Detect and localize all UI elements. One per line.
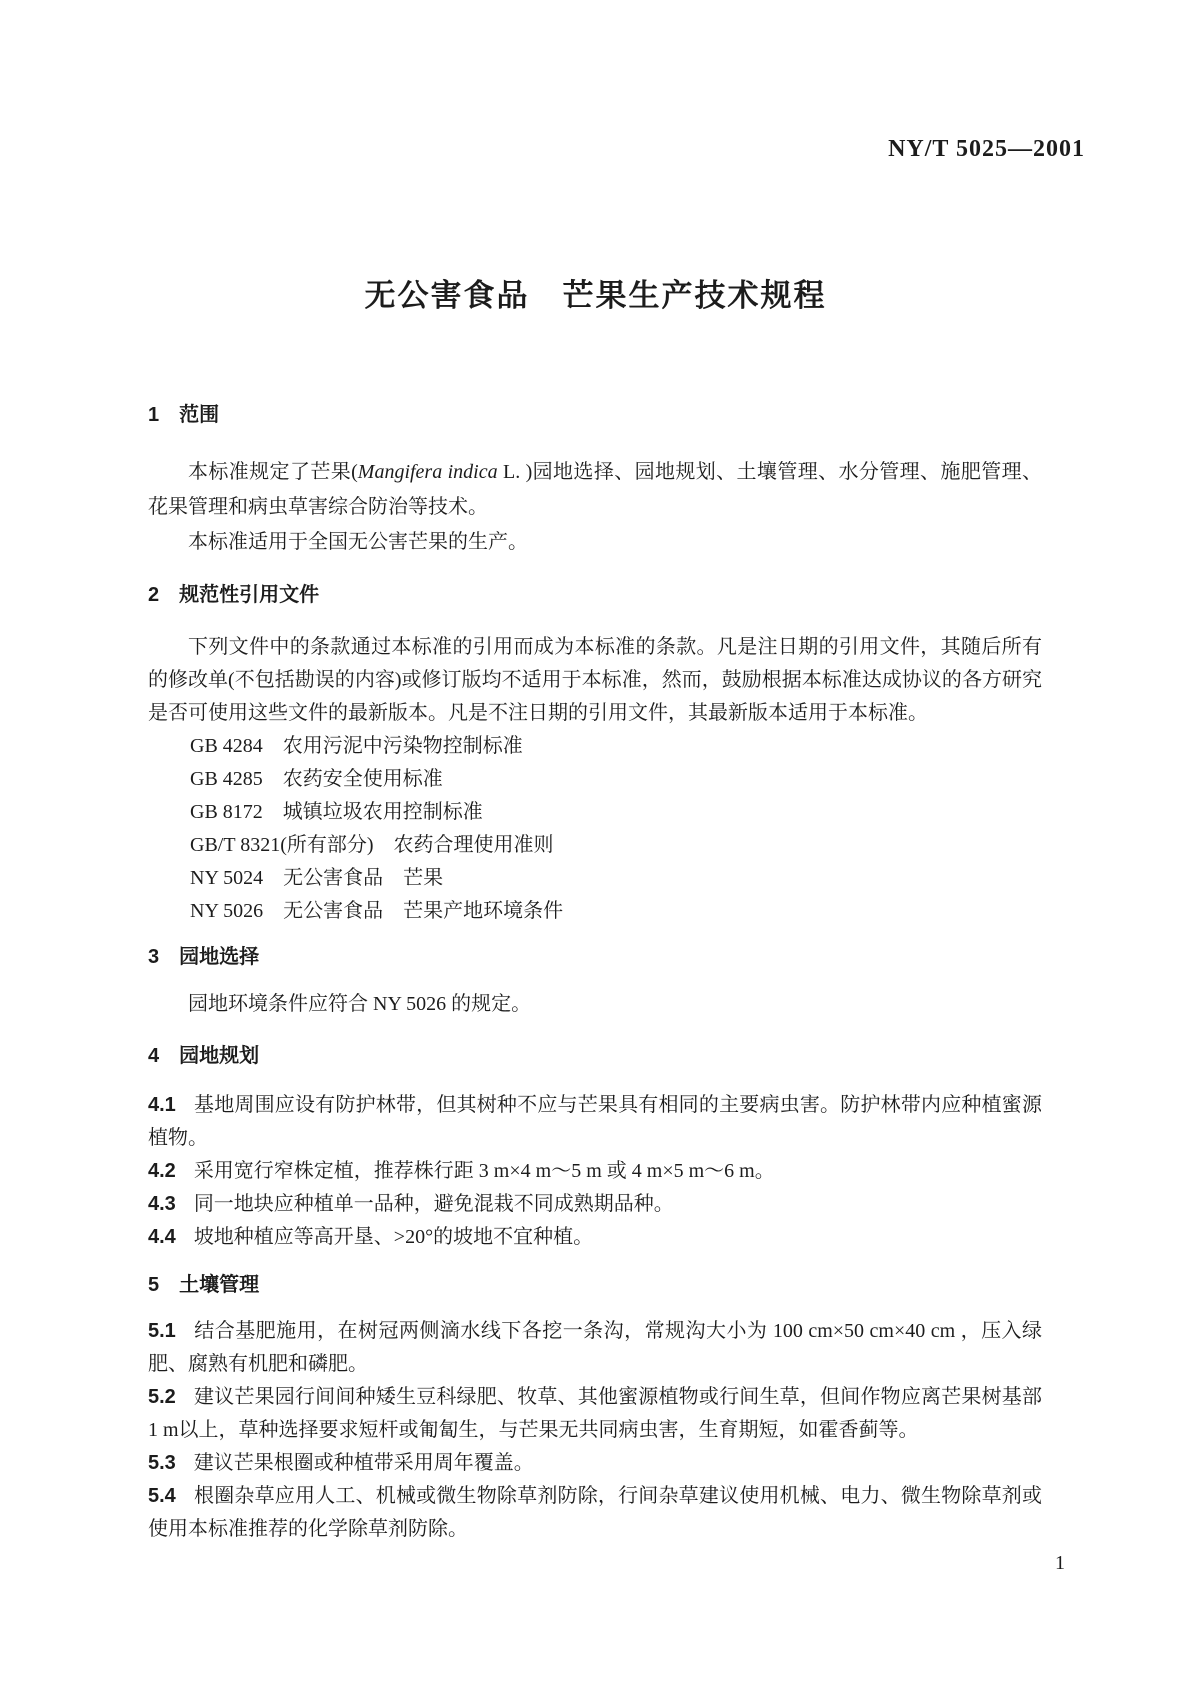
scope-text-suffix: L. )园地选择、园地规划、土壤管理、水分管理、施肥管理、花果管理和病虫草害综合防治等技术。: [148, 461, 1042, 518]
reference-item: GB 4284 农用污泥中污染物控制标准: [190, 735, 523, 757]
clause-5-1: [148, 1315, 1042, 1381]
species-latin-name: Mangifera indica: [357, 461, 498, 483]
clause-4-4: [148, 1221, 1042, 1254]
section-title: 园地选择: [179, 946, 260, 968]
standard-number: NY/T 5025—2001: [888, 136, 1085, 162]
references-list: [148, 730, 1042, 928]
reference-item: GB/T 8321(所有部分) 农药合理使用准则: [190, 834, 554, 856]
clause-text: 建议芒果园行间间种矮生豆科绿肥、牧草、其他蜜源植物或行间生草，但间作物应离芒果树基部 1 m以上，草种选择要求短杆或匍匐生，与芒果无共同病虫害，生育期短，如霍香蓟等。: [148, 1386, 1042, 1441]
reference-item: NY 5024 无公害食品 芒果: [190, 867, 444, 889]
section-title: 园地规划: [179, 1045, 260, 1067]
page-number: 1: [1055, 1552, 1065, 1574]
section-title: 规范性引用文件: [179, 584, 320, 606]
clause-number: 4.1: [148, 1094, 176, 1116]
section-title: 范围: [179, 404, 220, 426]
section-heading-site-selection: [148, 940, 1042, 975]
clause-number: 4.3: [148, 1193, 176, 1215]
clause-number: 4.4: [148, 1226, 176, 1248]
scope-text-prefix: 本标准规定了芒果(: [188, 461, 358, 483]
clause-number: 5.2: [148, 1386, 176, 1408]
paragraph-applicability: 本标准适用于全国无公害芒果的生产。: [188, 531, 528, 553]
clause-text: 采用宽行窄株定植，推荐株行距 3 m×4 m～5 m 或 4 m×5 m～6 m。: [193, 1160, 775, 1182]
clause-5-2: [148, 1381, 1042, 1447]
paragraph-site-selection: 园地环境条件应符合 NY 5026 的规定。: [188, 993, 532, 1015]
clause-number: 5.3: [148, 1452, 176, 1474]
document-title: 无公害食品 芒果生产技术规程: [364, 278, 827, 313]
clause-4-1: [148, 1089, 1042, 1155]
clause-text: 坡地种植应等高开垦、>20°的坡地不宜种植。: [193, 1226, 594, 1248]
section-number: 2: [148, 584, 160, 606]
clause-number: 5.4: [148, 1485, 176, 1507]
section-heading-scope: [148, 398, 1042, 433]
section-number: 4: [148, 1045, 160, 1067]
clause-4-3: [148, 1188, 1042, 1221]
clause-text: 根圈杂草应用人工、机械或微生物除草剂防除，行间杂草建议使用机械、电力、微生物除草剂或使用本标准推荐的化学除草剂防除。: [148, 1485, 1042, 1540]
section-heading-normative-references: [148, 578, 1042, 613]
section-number: 5: [148, 1274, 160, 1296]
clause-5-4: [148, 1480, 1042, 1546]
paragraph-references-intro: 下列文件中的条款通过本标准的引用而成为本标准的条款。凡是注日期的引用文件，其随后所有的修改单(不包括勘误的内容)或修订版均不适用于本标准，然而，鼓励根据本标准达成协议的各方研究是否可使用这些文件的最新版本。凡是不注日期的引用文件，其最新版本适用于本标准。: [148, 636, 1042, 724]
clause-text: 基地周围应设有防护林带，但其树种不应与芒果具有相同的主要病虫害。防护林带内应种植蜜源植物。: [148, 1094, 1042, 1149]
clause-number: 5.1: [148, 1320, 176, 1342]
section-number: 3: [148, 946, 160, 968]
section-heading-soil-management: [148, 1268, 1042, 1303]
clause-text: 建议芒果根圈或种植带采用周年覆盖。: [193, 1452, 534, 1474]
reference-item: GB 4285 农药安全使用标准: [190, 768, 443, 790]
clause-4-2: [148, 1155, 1042, 1188]
document-body: [148, 0, 1042, 1546]
section-number: 1: [148, 404, 160, 426]
reference-item: NY 5026 无公害食品 芒果产地环境条件: [190, 900, 564, 922]
clause-text: 同一地块应种植单一品种，避免混栽不同成熟期品种。: [193, 1193, 674, 1215]
clause-5-3: [148, 1447, 1042, 1480]
paragraph-scope: [148, 455, 1042, 525]
section-title: 土壤管理: [179, 1274, 260, 1296]
clause-number: 4.2: [148, 1160, 176, 1182]
clause-text: 结合基肥施用，在树冠两侧滴水线下各挖一条沟，常规沟大小为 100 cm×50 cm×40 cm ，压入绿肥、腐熟有机肥和磷肥。: [148, 1320, 1042, 1375]
reference-item: GB 8172 城镇垃圾农用控制标准: [190, 801, 483, 823]
section-heading-site-planning: [148, 1039, 1042, 1074]
